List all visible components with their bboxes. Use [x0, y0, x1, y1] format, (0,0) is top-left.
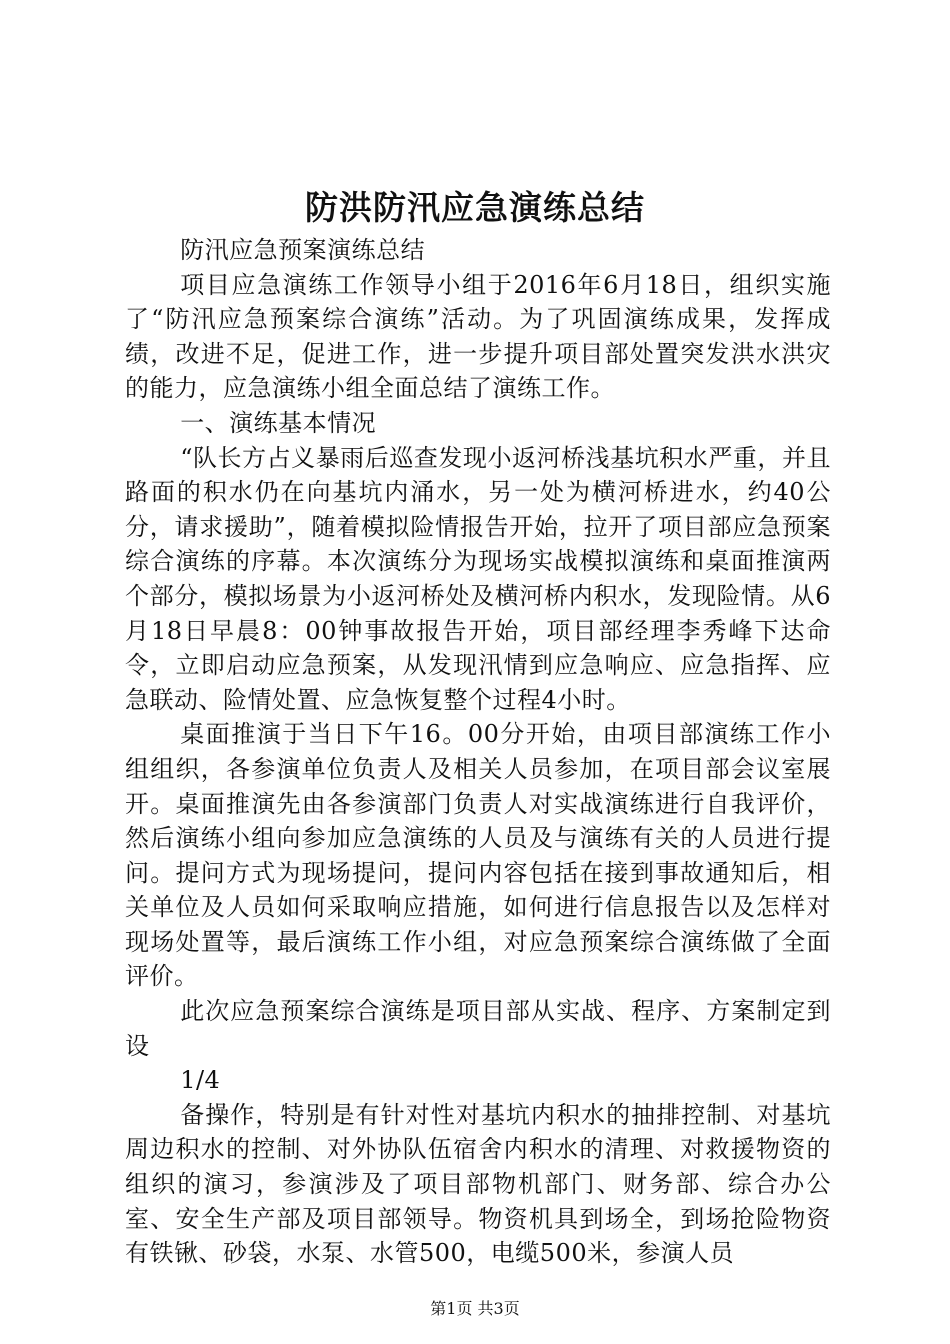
body-paragraph: 此次应急预案综合演练是项目部从实战、程序、方案制定到设 — [125, 997, 831, 1060]
subtitle-paragraph: 防汛应急预案演练总结 — [180, 236, 426, 264]
section-heading: 一、演练基本情况 — [180, 408, 377, 437]
document-title: 防洪防汛应急演练总结 — [305, 188, 645, 227]
body-paragraph: 桌面推演于当日下午16。00分开始，由项目部演练工作小组组织，各参演单位负责人及相关人员参加，在项目部会议室展开。桌面推演先由各参演部门负责人对实战演练进行自我评价，然后演练小组向参加应急演练的人员及与演练有关的人员进行提问。提问方式为现场提问，提问内容包括在接到事故通知后，相关单位及人员如何采取响应措施，如何进行信息报告以及怎样对现场处置等，最后演练工作小组，对应急预案综合演练做了全面评价。 — [125, 720, 831, 991]
body-paragraph: “队长方占义暴雨后巡查发现小返河桥浅基坑积水严重，并且路面的积水仍在向基坑内涌水，另一处为横河桥进水，约40公分，请求援助”，随着模拟险情报告开始，拉开了项目部应急预案综合演练的序幕。本次演练分为现场实战模拟演练和桌面推演两个部分，模拟场景为小返河桥处及横河桥内积水，发现险情。从6月18日早晨8：00钟事故报告开始，项目部经理李秀峰下达命令，立即启动应急预案，从发现汛情到应急响应、应急指挥、应急联动、险情处置、应急恢复整个过程4小时。 — [125, 443, 831, 714]
document-body — [125, 233, 831, 1271]
page-footer: 第1页 共3页 — [430, 1299, 520, 1318]
inline-page-marker: 1/4 — [180, 1066, 221, 1095]
body-paragraph: 备操作，特别是有针对性对基坑内积水的抽排控制、对基坑周边积水的控制、对外协队伍宿舍内积水的清理、对救援物资的组织的演习，参演涉及了项目部物机部门、财务部、综合办公室、安全生产部及项目部领导。物资机具到场全，到场抢险物资有铁锹、砂袋，水泵、水管500，电缆500米，参演人员 — [125, 1100, 831, 1268]
body-paragraph: 项目应急演练工作领导小组于2016年6月18日，组织实施了“防汛应急预案综合演练”活动。为了巩固演练成果，发挥成绩，改进不足，促进工作，进一步提升项目部处置突发洪水洪灾的能力，应急演练小组全面总结了演练工作。 — [125, 270, 831, 403]
